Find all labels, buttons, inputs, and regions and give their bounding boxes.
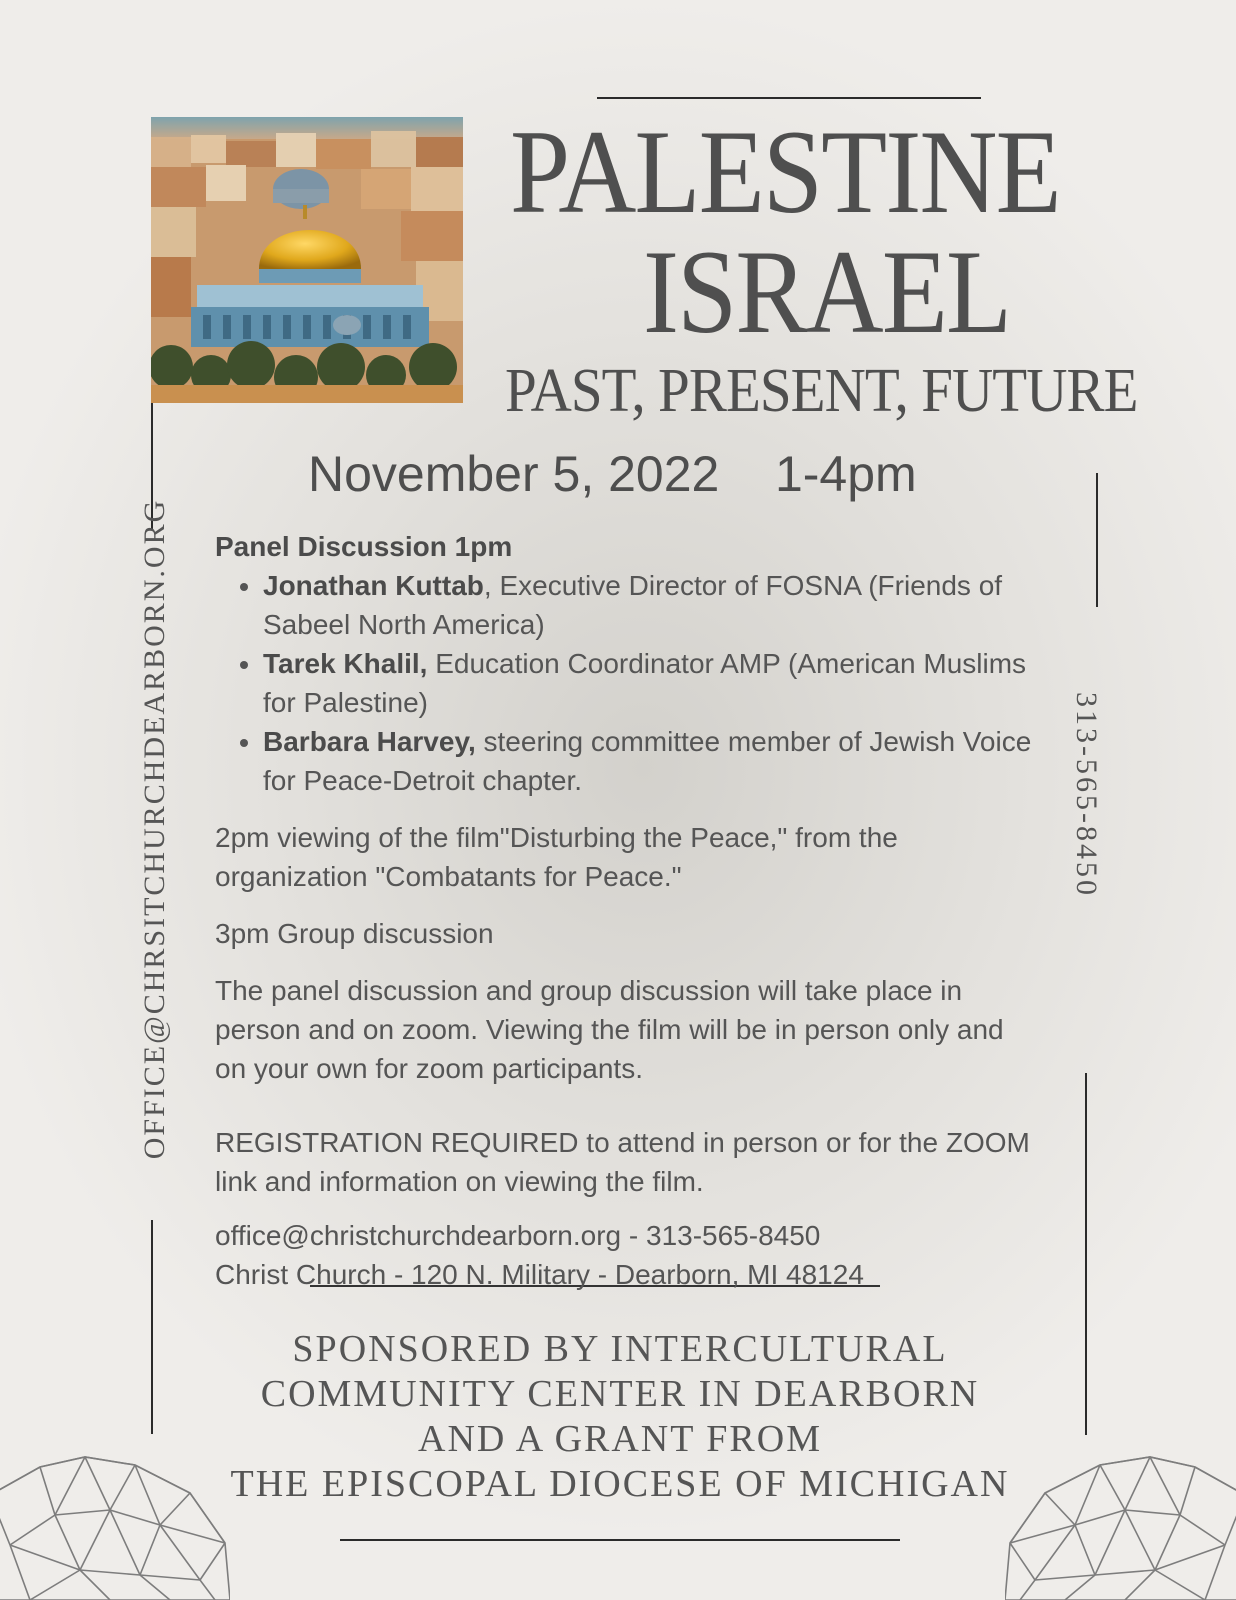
- registration-note: REGISTRATION REQUIRED to attend in person or for the ZOOM link and information on viewing the film.: [215, 1127, 1030, 1197]
- right-rule-lower: [1085, 1073, 1087, 1435]
- right-rule-upper: [1096, 473, 1098, 607]
- format-note: The panel discussion and group discussion will take place in person and on zoom. Viewing the film will be in person only and on your own for zoom participants.: [215, 975, 1004, 1084]
- contact-address: Christ Church - 120 N. Military - Dearborn, MI 48124: [215, 1255, 1035, 1294]
- geodesic-dome-left-icon: [0, 1455, 230, 1600]
- film-info: 2pm viewing of the film"Disturbing the Peace," from the organization "Combatants for Peace.": [215, 822, 898, 892]
- speaker-item: [263, 722, 1035, 800]
- sponsor-line: COMMUNITY CENTER IN DEARBORN: [260, 1373, 980, 1415]
- speaker-desc: steering committee member of Jewish Voice for Peace-Detroit chapter.: [263, 726, 1032, 796]
- side-phone: 313-565-8450: [1070, 692, 1103, 898]
- event-time: 1-4pm: [774, 446, 917, 502]
- title-line-2: ISRAEL: [643, 225, 1011, 358]
- speaker-list: [215, 566, 1035, 800]
- subtitle: PAST, PRESENT, FUTURE: [505, 357, 1138, 425]
- event-datetime: [308, 444, 917, 504]
- geodesic-dome-right-icon: [1005, 1455, 1236, 1600]
- sponsor-block: [180, 1327, 1060, 1507]
- sponsor-line: THE EPISCOPAL DIOCESE OF MICHIGAN: [230, 1463, 1010, 1505]
- title-line-1: PALESTINE: [510, 105, 1060, 238]
- left-rule-lower: [151, 1220, 153, 1434]
- speaker-item: [263, 566, 1035, 644]
- speaker-name: Tarek Khalil,: [263, 648, 428, 679]
- event-details: [215, 527, 1035, 1294]
- event-date: November 5, 2022: [308, 446, 720, 502]
- speaker-name: Barbara Harvey,: [263, 726, 476, 757]
- bottom-rule: [340, 1539, 900, 1541]
- side-email: OFFICE@CHRSITCHURCHDEARBORN.ORG: [138, 498, 171, 1160]
- speaker-desc: , Executive Director of FOSNA (Friends of Sabeel North America): [263, 570, 1003, 640]
- top-rule: [597, 97, 981, 99]
- speaker-desc: Education Coordinator AMP (American Muslims for Palestine): [263, 648, 1027, 718]
- sponsor-line: AND A GRANT FROM: [418, 1418, 822, 1460]
- speaker-name: Jonathan Kuttab: [263, 570, 484, 601]
- jerusalem-photo: [151, 117, 463, 403]
- contact-email-phone: office@christchurchdearborn.org - 313-565-8450: [215, 1220, 821, 1251]
- panel-heading: Panel Discussion 1pm: [215, 531, 513, 562]
- speaker-item: [263, 644, 1035, 722]
- sponsor-line: SPONSORED BY INTERCULTURAL: [292, 1328, 948, 1370]
- group-discussion: 3pm Group discussion: [215, 918, 494, 949]
